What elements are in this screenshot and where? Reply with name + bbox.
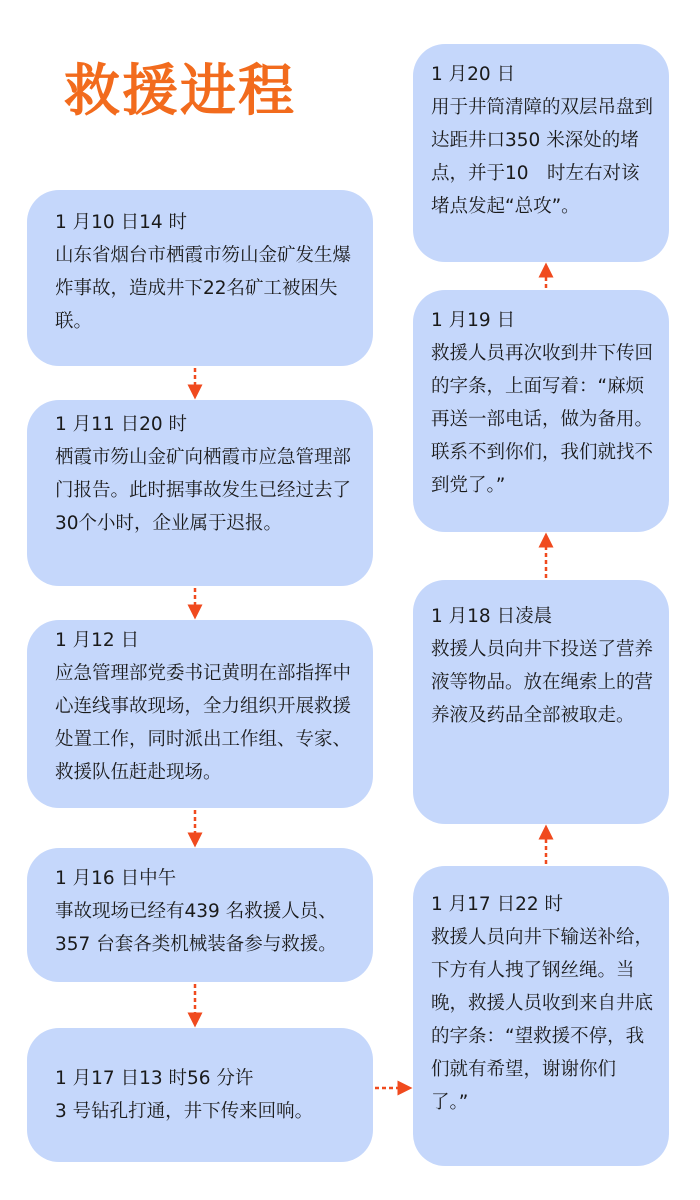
event-date: 1 月19 日 [431,310,516,331]
event-date: 1 月17 日13 时56 分许 [55,1068,254,1089]
event-description: 救援人员向井下输送补给，下方有人拽了钢丝绳。当晚，救援人员收到来自井底的字条：“望救援不停，我们就有希望，谢谢你们了。” [431,927,654,1113]
event-description: 救援人员向井下投送了营养液等物品。放在绳索上的营养液及药品全部被取走。 [431,639,654,726]
event-date: 1 月17 日22 时 [431,894,563,915]
timeline-event-jan18 [413,580,669,824]
timeline-event-jan20 [413,44,669,262]
page-title: 救援进程 [64,59,296,124]
timeline-event-jan10 [27,190,373,366]
event-date: 1 月18 日凌晨 [431,606,553,627]
event-description: 栖霞市笏山金矿向栖霞市应急管理部门报告。此时据事故发生已经过去了30个小时，企业属于迟报。 [55,447,352,534]
timeline-event-jan17-afternoon [27,1028,373,1162]
event-date: 1 月12 日 [55,630,140,651]
event-description: 用于井筒清障的双层吊盘到达距井口350 米深处的堵点，并于10 时左右对该堵点发起“总攻”。 [431,97,654,217]
event-date: 1 月16 日中午 [55,868,177,889]
event-description: 救援人员再次收到井下传回的字条，上面写着：“麻烦再送一部电话，做为备用。联系不到你们，我们就找不到党了。” [431,343,654,496]
event-date: 1 月10 日14 时 [55,212,187,233]
event-description: 事故现场已经有439 名救援人员、357 台套各类机械装备参与救援。 [55,901,337,955]
timeline-event-jan11 [27,400,373,586]
event-date: 1 月11 日20 时 [55,414,187,435]
timeline-event-jan16 [27,848,373,982]
timeline-event-jan12 [27,620,373,808]
timeline-event-jan17-night [413,866,669,1166]
event-description: 山东省烟台市栖霞市笏山金矿发生爆炸事故，造成井下22名矿工被困失联。 [55,245,352,332]
event-description: 应急管理部党委书记黄明在部指挥中心连线事故现场，全力组织开展救援处置工作，同时派出工作组、专家、救援队伍赶赴现场。 [55,663,352,783]
timeline-event-jan19 [413,290,669,532]
event-date: 1 月20 日 [431,64,516,85]
event-description: 3 号钻孔打通，井下传来回响。 [55,1101,314,1122]
